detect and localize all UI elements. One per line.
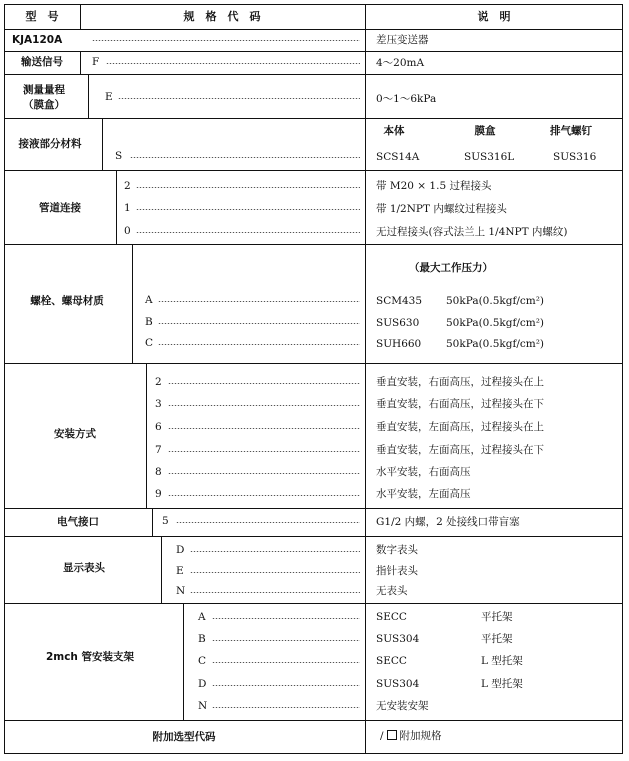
wetted-header-diaphragm: 膜盒 [474,125,496,137]
leader-dots [168,495,360,496]
row-separator [4,508,623,509]
wetted-code: S [115,150,123,162]
install-desc-8: 水平安装，右面高压 [376,466,471,478]
bolt-label: 螺栓、螺母材质 [30,295,104,307]
table-border-top [4,4,623,5]
display-label: 显示表头 [63,562,105,574]
electrical-code: 5 [162,515,169,527]
leader-dots [168,405,360,406]
header-model: 型 号 [25,10,59,23]
model-name: KJA120A [12,34,63,46]
bolt-pressure-c: 50kPa(0.5kgf/cm²) [446,338,545,350]
pipe-desc-1: 带 1/2NPT 内螺纹过程接头 [376,203,507,215]
pipe-label: 管道连接 [39,202,81,214]
install-desc-9: 水平安装，左面高压 [376,488,471,500]
step-line [152,508,153,536]
bracket-code-d: D [198,678,207,690]
bracket-type-a: 平托架 [481,611,513,623]
leader-dots [92,40,360,41]
electrical-label: 电气接口 [57,516,99,528]
leader-dots [190,592,360,593]
bracket-material-b: SUS304 [376,633,420,645]
bolt-code-c: C [145,337,154,349]
options-spec [380,729,442,743]
step-line [132,244,133,363]
bracket-code-n: N [198,700,208,712]
checkbox-icon [387,730,397,740]
bracket-code-a: A [198,611,206,623]
bracket-type-d: L 型托架 [481,678,523,690]
leader-dots [136,232,360,233]
install-code-9: 9 [155,488,162,500]
display-desc-n: 无表头 [376,585,408,597]
electrical-desc: G1/2 内螺，2 处接线口带盲塞 [376,516,520,528]
install-desc-6: 垂直安装，左面高压，过程接头在上 [376,421,544,433]
bolt-subheader: （最大工作压力） [409,262,493,274]
display-code-d: D [176,544,185,556]
row-separator [4,244,623,245]
bracket-material-a: SECC [376,611,407,623]
row-separator [4,51,623,52]
bolt-code-a: A [145,294,153,306]
row-separator [4,536,623,537]
bracket-material-d: SUS304 [376,678,420,690]
install-label: 安装方式 [54,428,96,440]
row-separator [4,29,623,30]
row-separator [4,603,623,604]
leader-dots [118,98,360,99]
leader-dots [158,301,360,302]
header-divider [80,4,81,29]
row-separator [4,118,623,119]
table-divider-desc [365,4,366,754]
pipe-code-1: 1 [124,202,131,214]
bracket-material-n: 无安装安架 [376,700,429,712]
range-label-line2: （膜盒） [23,99,65,111]
table-border-left [4,4,5,754]
bracket-type-c: L 型托架 [481,655,523,667]
pipe-code-0: 0 [124,225,131,237]
output-label: 输送信号 [21,56,63,68]
range-code: E [105,91,113,103]
display-code-e: E [176,565,184,577]
step-line [183,603,184,720]
install-desc-2: 垂直安装，右面高压，过程接头在上 [376,376,544,388]
row-separator [4,170,623,171]
step-line [80,51,81,74]
options-prefix: / [380,730,384,742]
install-code-2: 2 [155,376,162,388]
leader-dots [130,157,360,158]
bolt-material-c: SUH660 [376,338,422,350]
bolt-pressure-a: 50kPa(0.5kgf/cm²) [446,295,545,307]
wetted-value-diaphragm: SUS316L [464,151,515,163]
table-border-right [622,4,623,754]
step-line [146,363,147,508]
bracket-code-c: C [198,655,207,667]
range-label-line1: 测量量程 [23,84,65,96]
leader-dots [168,428,360,429]
step-line [102,118,103,170]
leader-dots [168,473,360,474]
leader-dots [212,618,360,619]
leader-dots [212,640,360,641]
leader-dots [168,451,360,452]
header-description: 说 明 [477,10,511,23]
bolt-material-b: SUS630 [376,317,420,329]
leader-dots [190,572,360,573]
install-desc-3: 垂直安装，右面高压，过程接头在下 [376,398,544,410]
leader-dots [136,209,360,210]
row-separator [4,363,623,364]
install-code-7: 7 [155,444,162,456]
bolt-code-b: B [145,316,153,328]
bracket-code-b: B [198,633,206,645]
wetted-value-body: SCS14A [376,151,420,163]
install-code-3: 3 [155,398,162,410]
table-border-bottom [4,753,623,754]
leader-dots [190,551,360,552]
pipe-desc-2: 带 M20 × 1.5 过程接头 [376,180,492,192]
header-spec-code: 规 格 代 码 [183,10,261,23]
display-desc-e: 指针表头 [376,565,418,577]
display-code-n: N [176,585,186,597]
install-code-6: 6 [155,421,162,433]
row-separator [4,720,623,721]
wetted-value-vent-screw: SUS316 [553,151,597,163]
bolt-material-a: SCM435 [376,295,423,307]
step-line [88,74,89,118]
bolt-pressure-b: 50kPa(0.5kgf/cm²) [446,317,545,329]
leader-dots [168,383,360,384]
output-desc: 4～20mA [376,57,425,69]
leader-dots [136,187,360,188]
install-desc-7: 垂直安装，左面高压，过程接头在下 [376,444,544,456]
pipe-desc-0: 无过程接头(容式法兰上 1/4NPT 内螺纹) [376,226,568,238]
output-code: F [92,56,100,68]
leader-dots [176,522,360,523]
step-line [161,536,162,603]
options-desc: 附加规格 [399,730,442,742]
step-line [116,170,117,244]
display-desc-d: 数字表头 [376,544,418,556]
leader-dots [158,323,360,324]
bracket-label: 2mch 管安装支架 [45,651,135,663]
bracket-material-c: SECC [376,655,407,667]
row-separator [4,74,623,75]
leader-dots [158,344,360,345]
wetted-header-body: 本体 [383,125,405,137]
pipe-code-2: 2 [124,180,131,192]
wetted-header-vent-screw: 排气螺钉 [550,125,592,137]
leader-dots [106,63,360,64]
leader-dots [212,707,360,708]
options-label: 附加选型代码 [152,731,216,743]
install-code-8: 8 [155,466,162,478]
model-desc: 差压变送器 [376,34,429,46]
bracket-type-b: 平托架 [481,633,513,645]
range-desc: 0～1～6kPa [376,93,437,105]
leader-dots [212,662,360,663]
wetted-label: 接液部分材料 [18,138,82,150]
leader-dots [212,685,360,686]
